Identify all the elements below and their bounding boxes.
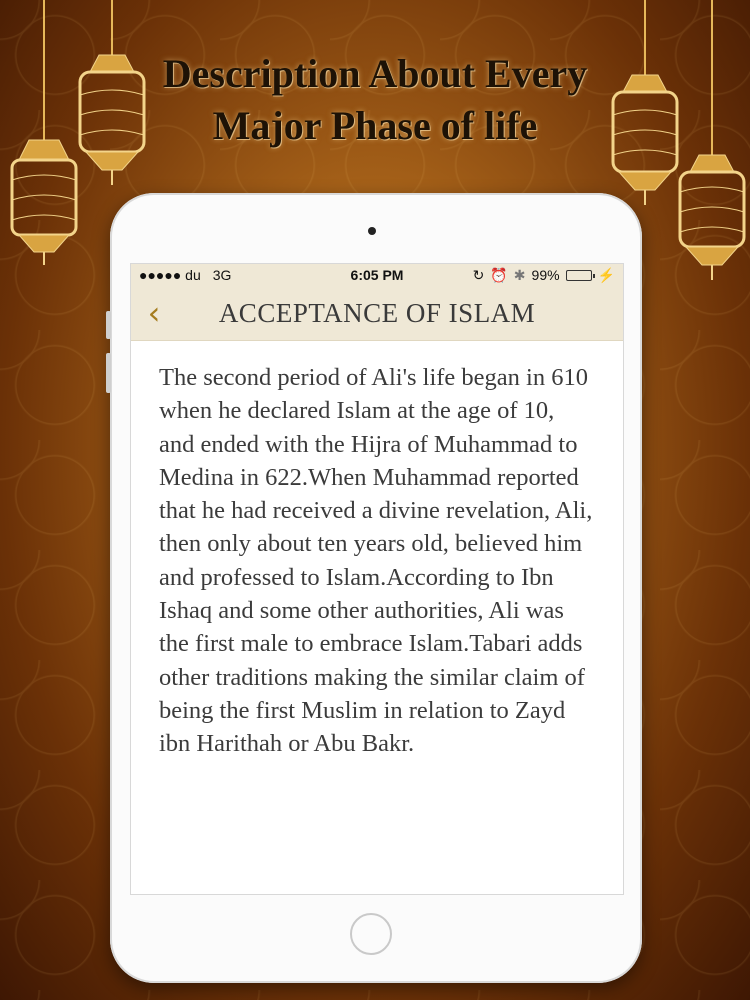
- article-body: The second period of Ali's life began in 610 when he declared Islam at the age of 10, and ended with the Hijra of Muhammad to Medina in 622.When Muhammad reported that he had received a divine revelation, Ali, then only about ten years old, believed him and professed to Islam.According to Ibn Ishaq and some other authorities, Ali was the first male to embrace Islam.Tabari adds other traditions making the similar claim of being the first Muslim in relation to Zayd ibn Harithah or Abu Bakr.: [159, 364, 593, 758]
- headline-line-2: Major Phase of life: [212, 103, 538, 148]
- promo-headline: [0, 48, 750, 152]
- back-button[interactable]: [139, 296, 169, 330]
- network-type: 3G: [212, 267, 232, 283]
- battery-percent: 99%: [531, 267, 560, 283]
- rotation-lock-icon: ↻: [472, 266, 485, 283]
- battery-icon: [566, 270, 592, 281]
- chevron-left-icon: ‹: [147, 294, 161, 332]
- headline-line-1: Description About Every: [162, 51, 588, 96]
- charging-icon: ⚡: [597, 266, 615, 283]
- app-screen: [130, 263, 624, 895]
- nav-bar: [131, 286, 623, 341]
- alarm-icon: ⏰: [490, 266, 508, 283]
- carrier-label: ●●●●● du: [139, 267, 201, 283]
- page-title: ACCEPTANCE OF ISLAM: [218, 297, 536, 328]
- mute-switch: [106, 311, 111, 339]
- front-camera: [368, 227, 376, 235]
- status-time: 6:05 PM: [350, 267, 404, 283]
- home-button[interactable]: [350, 913, 392, 955]
- status-bar: [131, 264, 623, 286]
- tablet-frame: [110, 193, 642, 983]
- volume-up-button: [106, 353, 111, 393]
- bluetooth-icon: ✱: [513, 266, 526, 283]
